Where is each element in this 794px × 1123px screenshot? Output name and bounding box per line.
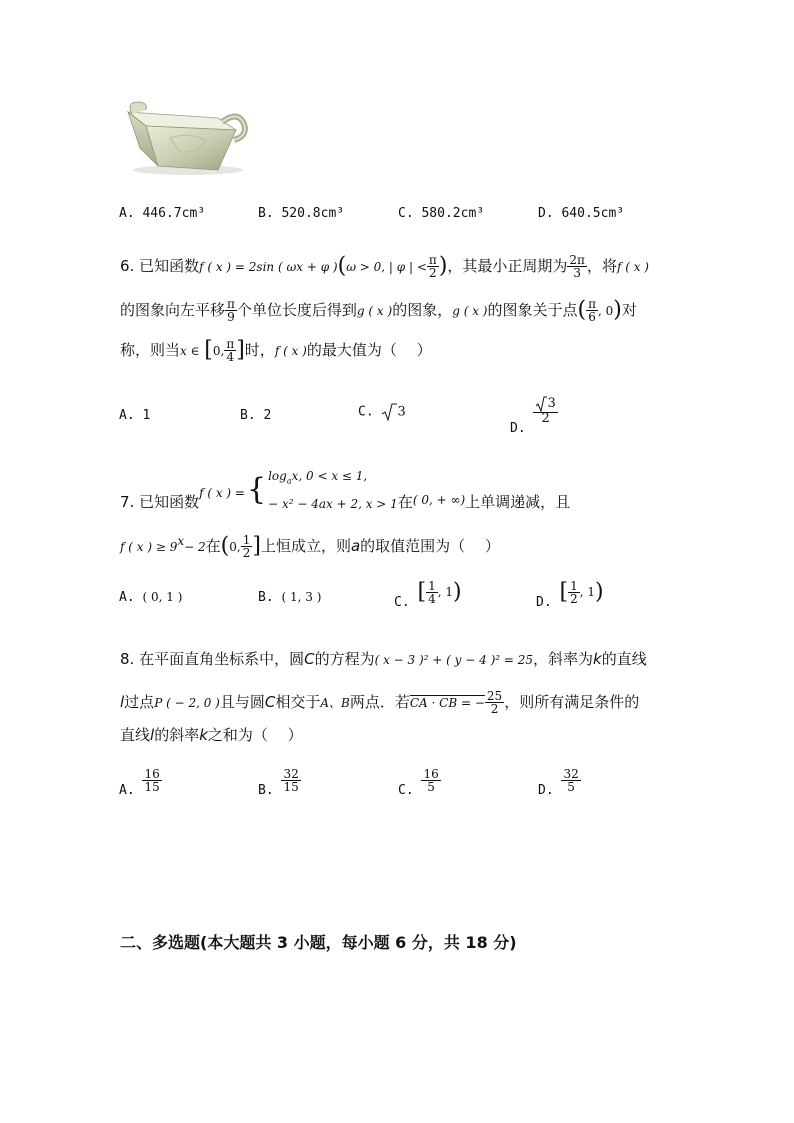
q5-option-a: A. 446.7cm³ — [119, 206, 206, 221]
q6-option-d: D. $\frac{3}{2}$ — [510, 396, 556, 436]
q8-option-b: B. $\frac{32}{15}$ — [258, 767, 299, 798]
q7-option-a: A. ( 0, 1 ) — [119, 590, 183, 605]
q8-line-3: 直线l的斜率k之和为（ ） — [120, 726, 303, 744]
q6-line-3: 称，则当x ∈ [0, $\frac{\pi}{4}$ ]时，f ( x )的最大值为（ ） — [120, 337, 432, 364]
q5-option-d: D. 640.5cm³ — [538, 206, 625, 221]
q6-line-1: 6. 已知函数f ( x ) = 2sin ( ωx + φ )(ω > 0, | φ | < $\frac{\pi}{2}$ )，其最小正周期为 $\frac{2\pi}{3}$ ，将f ( x ) — [120, 253, 649, 280]
sqrt-icon — [535, 396, 547, 412]
q5-option-b: B. 520.8cm³ — [258, 206, 345, 221]
q7-option-c: C. [ $\frac{1}{4}$ , 1) — [394, 579, 462, 610]
section-2-heading: 二、多选题(本大题共 3 小题，每小题 6 分，共 18 分) — [120, 933, 517, 952]
q8-line-2: l过点P ( − 2, 0 )且与圆C相交于A、B两点．若CA · CB = − $\frac{25}{2}$ ，则所有满足条件的 — [120, 689, 640, 716]
q7-line-1: 7. 已知函数 f ( x ) = { $\log_ax$, 0 < x ≤ 1, − x² − 4ax + 2, x > 1 在 ( 0, + ∞) 上单调递减，且 — [120, 469, 571, 511]
q8-option-a: A. $\frac{16}{15}$ — [119, 767, 160, 798]
q7-option-b: B. ( 1, 3 ) — [258, 590, 322, 605]
jade-vessel-image — [118, 96, 250, 176]
piecewise-brace: { — [246, 472, 267, 507]
q6-option-c: C. 3 — [358, 402, 406, 422]
q7-line-2: f ( x ) ≥ $9^x- 2$在(0, $\frac{1}{2}$ ]上恒成立，则a的取值范围为（ ） — [120, 533, 500, 560]
q6-line-2: 的图象向左平移 $\frac{\pi}{9}$ 个单位长度后得到g ( x )的图象，g ( x )的图象关于点( $\frac{\pi}{6}$ , 0)对 — [120, 297, 637, 324]
q8-line-1: 8. 在平面直角坐标系中，圆C的方程为( x − 3 )² + ( y − 4 )² = 25，斜率为k的直线 — [120, 650, 647, 668]
q8-option-c: C. $\frac{16}{5}$ — [398, 767, 439, 798]
sqrt-icon — [381, 402, 397, 422]
q6-option-a: A. 1 — [119, 408, 151, 423]
q7-option-d: D. [ $\frac{1}{2}$ , 1) — [536, 579, 604, 610]
q6-option-b: B. 2 — [240, 408, 272, 423]
q5-option-c: C. 580.2cm³ — [398, 206, 485, 221]
q8-option-d: D. $\frac{32}{5}$ — [538, 767, 579, 798]
